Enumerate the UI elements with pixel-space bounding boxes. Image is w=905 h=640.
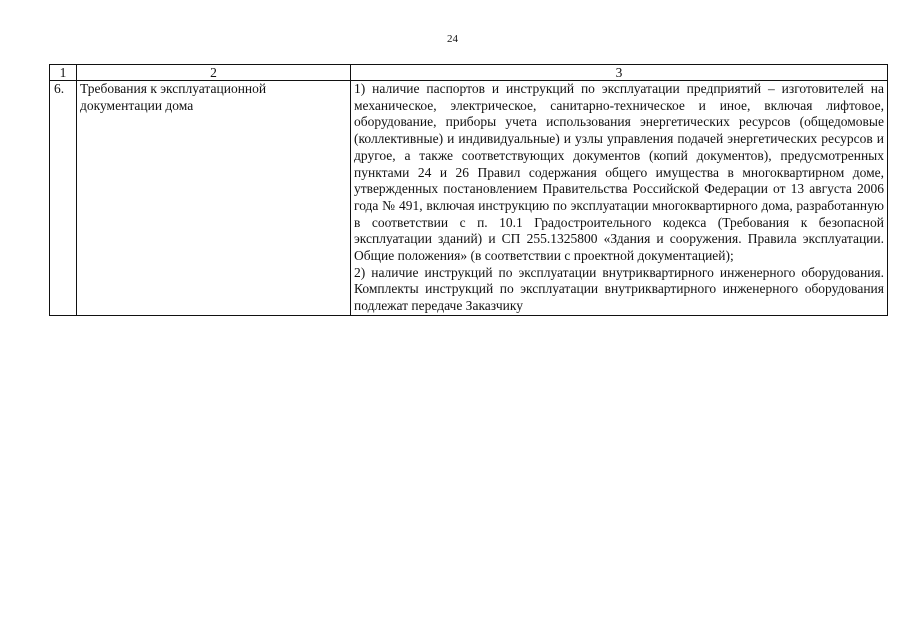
column-header-2: 2: [77, 65, 351, 81]
column-header-1: 1: [50, 65, 77, 81]
content-item-2: 2) наличие инструкций по эксплуатации внутриквартирного инженерного оборудования. Комплекты инструкций по эксплуатации внутриквартирного инженерного оборудования подлежат передаче Заказчику: [354, 264, 884, 314]
requirement-content: [351, 81, 888, 316]
column-header-3: 3: [351, 65, 888, 81]
requirement-title: Требования к эксплуатационной документации дома: [77, 81, 351, 316]
table-row: [50, 81, 888, 316]
table-header-row: [50, 65, 888, 81]
page-number: 24: [447, 33, 458, 45]
row-number: 6.: [50, 81, 77, 316]
content-item-1: 1) наличие паспортов и инструкций по эксплуатации предприятий – изготовителей на механическое, электрическое, санитарно-техническое и иное, включая лифтовое, оборудование, приборы учета использования энергетических ресурсов (общедомовые (коллективные) и индивидуальные) и узлы управления подачей энергетических ресурсов и другое, а также соответствующих документов (копий документов), предусмотренных пунктами 24 и 26 Правил содержания общего имущества в многоквартирном доме, утвержденных постановлением Правительства Российской Федерации от 13 августа 2006 года № 491, включая инструкцию по эксплуатации многоквартирного дома, разработанную в соответствии с п. 10.1 Градостроительного кодекса (Требования к безопасной эксплуатации зданий) и СП 255.1325800 «Здания и сооружения. Правила эксплуатации. Общие положения» (в соответствии с проектной документацией);: [354, 81, 884, 264]
requirements-table: [49, 64, 888, 316]
